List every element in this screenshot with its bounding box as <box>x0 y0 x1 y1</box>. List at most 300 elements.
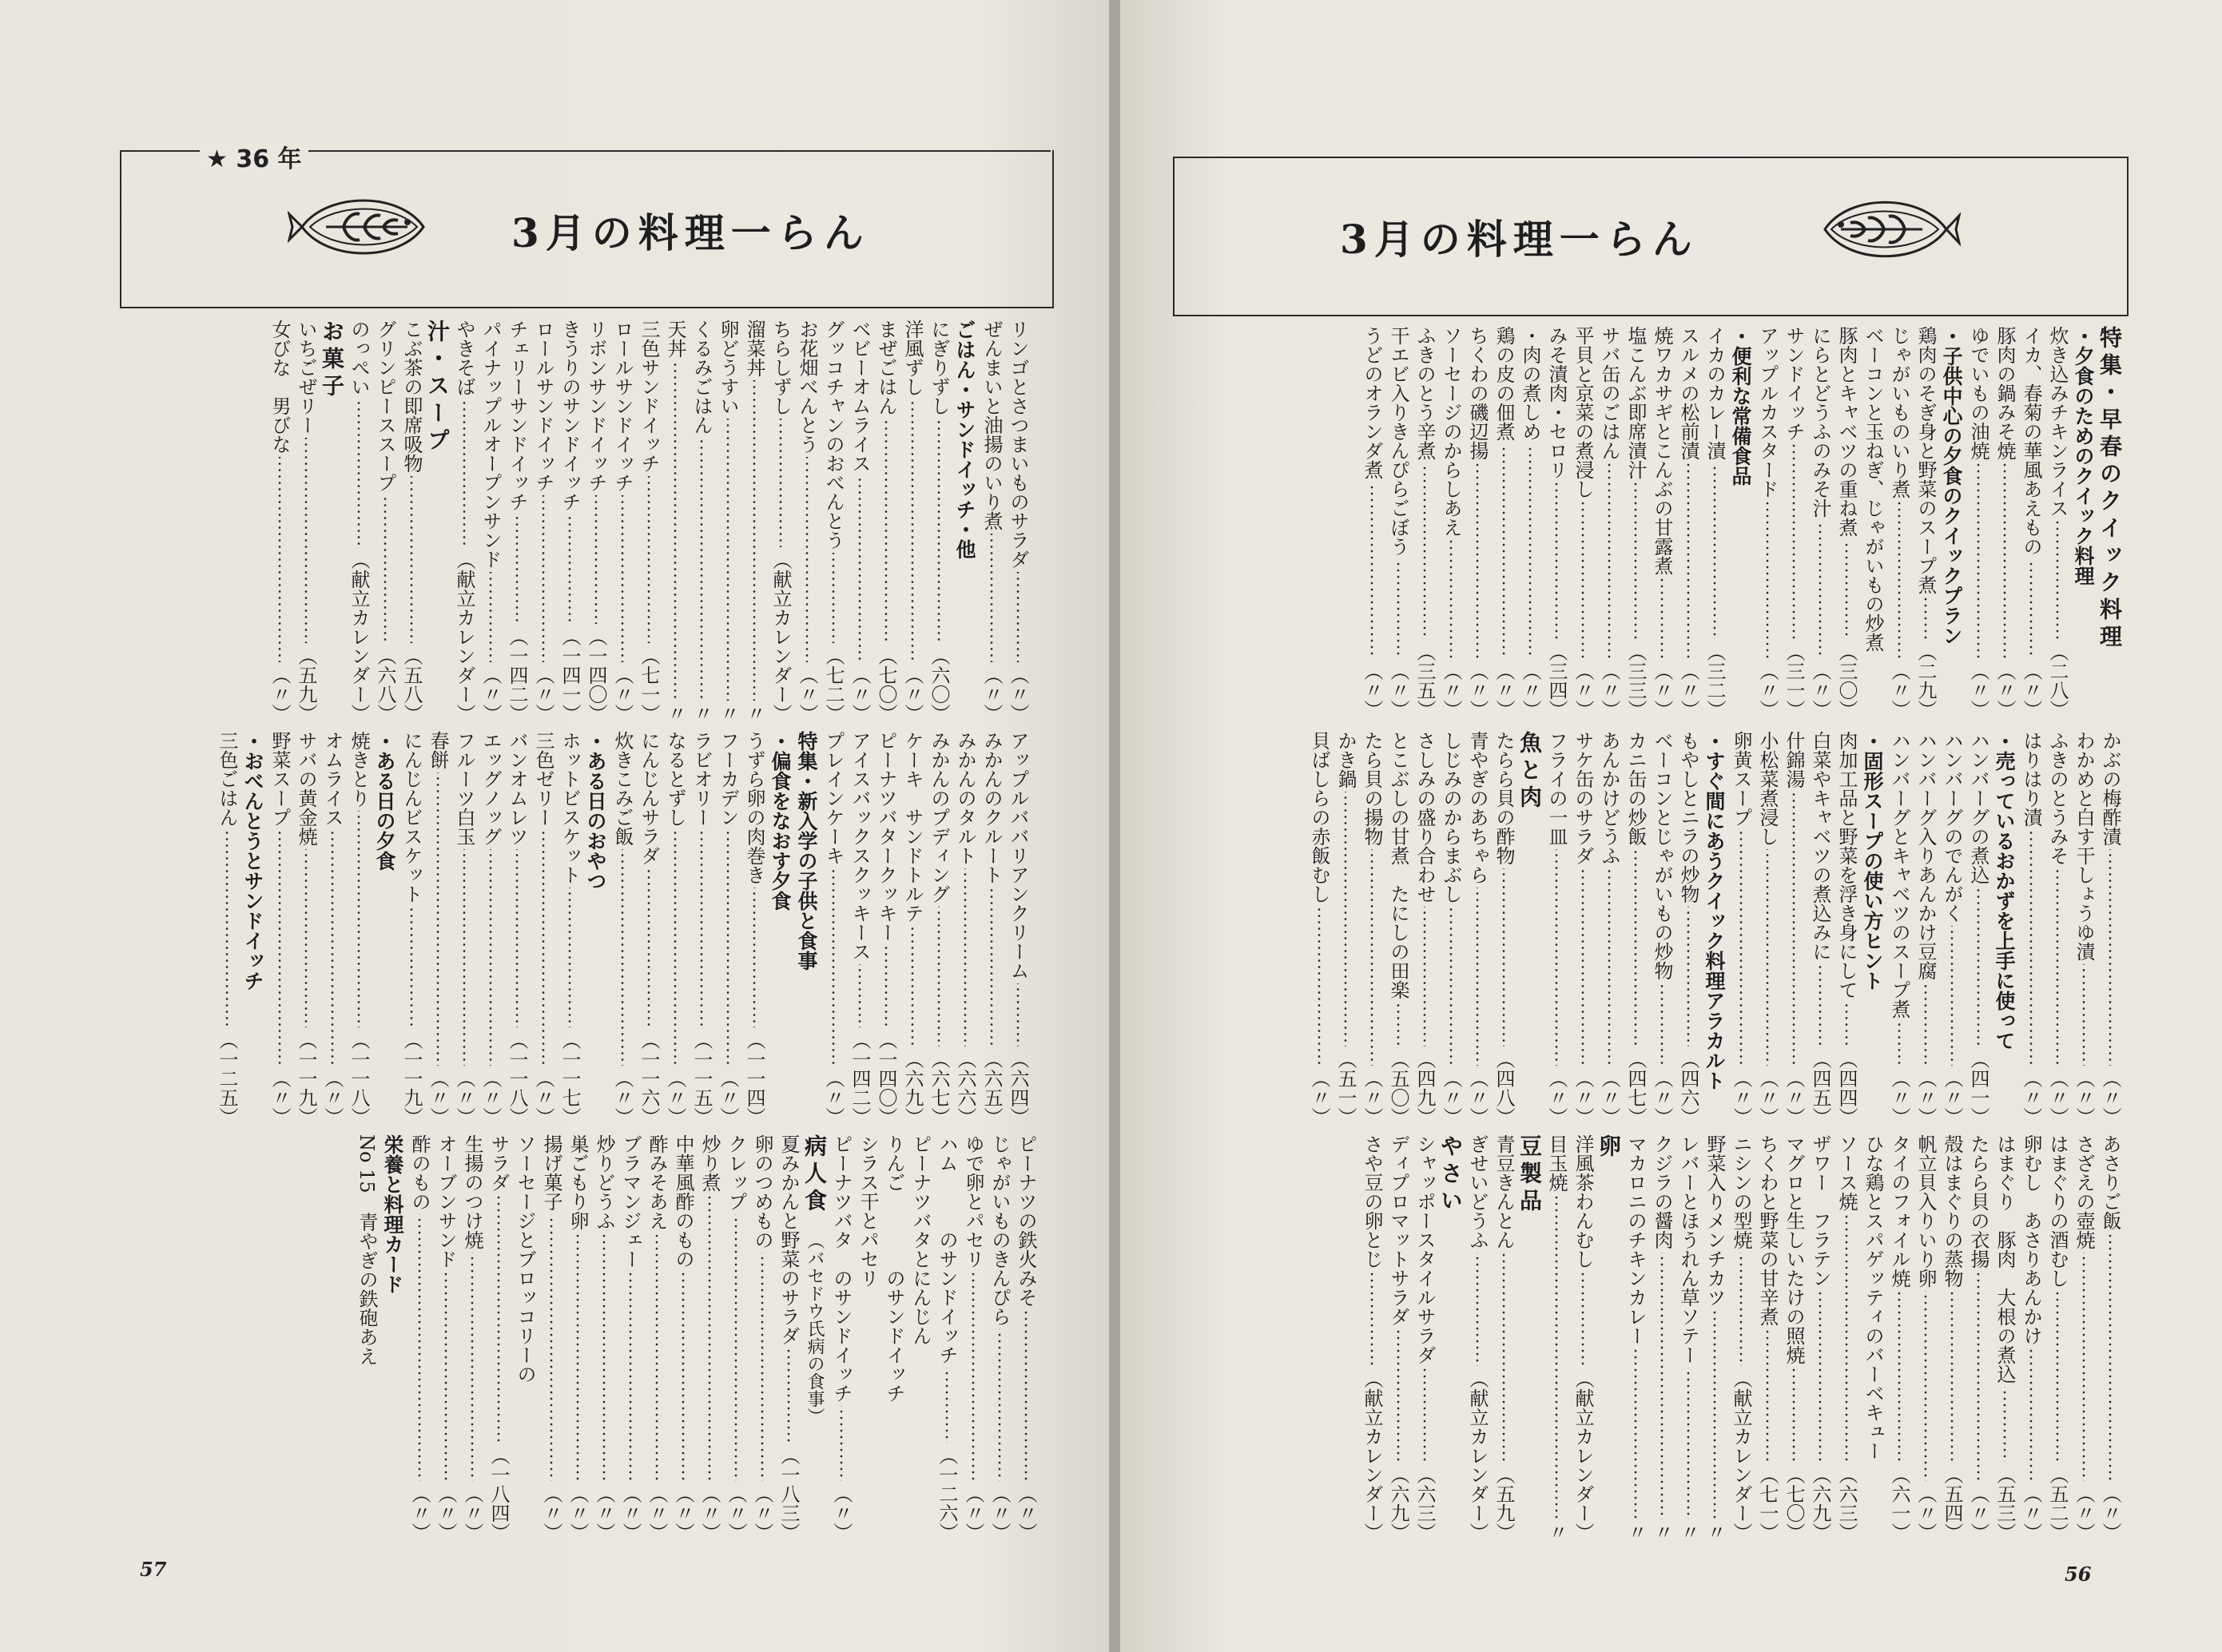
page-reference: （〃） <box>672 1484 694 1542</box>
toc-entry <box>1754 326 1780 719</box>
dot-leader <box>556 888 582 1027</box>
dot-leader <box>714 830 741 1066</box>
page-reference: （一二五） <box>216 1031 238 1126</box>
page-reference: （一一六） <box>638 1031 660 1126</box>
dot-leader <box>213 830 240 1027</box>
entry-title: 炒りどうふ <box>593 1134 615 1230</box>
page-reference: （一四二） <box>849 1031 871 1126</box>
toc-entry <box>1596 731 1622 1126</box>
page-reference: （〃） <box>461 1484 483 1542</box>
entry-title: ・売っているおかずを上手に使って <box>1993 731 2016 1050</box>
dot-leader <box>1490 868 1516 1046</box>
toc-entry <box>477 320 503 723</box>
page-reference: （五二） <box>2046 1465 2069 1542</box>
entry-title: みかんのプディング <box>928 731 950 903</box>
entry-title: ハンバーグとキャベツのスープ煮 <box>1888 731 1910 1019</box>
dot-leader <box>2017 559 2044 658</box>
dot-leader <box>1754 849 1780 1066</box>
dot-leader <box>2097 1233 2123 1481</box>
entry-title: 夏みかんと野菜のサラダ <box>777 1134 800 1345</box>
section-heading <box>1596 1134 1622 1542</box>
dot-leader <box>635 868 662 1027</box>
entry-title: こぶ茶の即席吸物 <box>400 320 423 473</box>
entry-title: ゆでいもの油焼 <box>1967 326 1989 460</box>
entry-title: エッグノッグ <box>479 731 502 846</box>
toc-entry <box>2017 1134 2044 1542</box>
dot-leader <box>820 868 846 1066</box>
toc-entry <box>2070 731 2097 1126</box>
toc-entry <box>1004 320 1031 723</box>
toc-entry <box>978 731 1004 1126</box>
page-reference: （五九） <box>295 646 317 723</box>
section-heading <box>1991 731 2017 1126</box>
toc-entry <box>1648 326 1675 719</box>
dot-leader <box>530 830 556 1066</box>
entry-title: はまぐり 豚肉 大根の煮込 <box>1993 1134 2016 1384</box>
entry-title: うどのオランダ煮 <box>1361 326 1383 479</box>
dot-leader <box>1886 1022 1912 1066</box>
page-reference: （〃） <box>646 1484 668 1542</box>
entry-title: お花畑べんとう <box>796 320 818 454</box>
toc-entry <box>1859 1134 1886 1542</box>
dot-leader <box>1490 1253 1516 1462</box>
page-reference: （三一） <box>1783 642 1805 719</box>
page-reference: （〃） <box>2020 1484 2042 1542</box>
section-heading <box>801 1134 828 1542</box>
toc-entry <box>1464 1134 1490 1542</box>
entry-title: 洋風ずし <box>901 320 924 396</box>
year-label: ★ 36 年 <box>200 139 308 174</box>
toc-column-top <box>1168 326 2123 719</box>
toc-entry <box>1385 731 1411 1126</box>
entry-title: フーカデン <box>717 731 739 827</box>
toc-entry <box>873 731 899 1126</box>
toc-entry <box>1938 731 1965 1126</box>
entry-title: ・夕食のためのクイック料理 <box>2072 326 2095 586</box>
section-heading <box>319 320 345 723</box>
entry-title: ピーナツバタとにんじん <box>909 1134 932 1345</box>
dot-leader <box>670 1272 696 1481</box>
entry-title: まぜごはん <box>875 320 897 415</box>
toc-entry <box>1622 1134 1648 1542</box>
dot-leader <box>503 514 530 624</box>
entry-title: ゆで卵とパセリ <box>962 1134 984 1269</box>
toc-entry <box>503 731 530 1126</box>
page-reference: （一四〇） <box>875 1031 897 1126</box>
toc-entry <box>1358 731 1385 1126</box>
entry-title: しじみのからまぶし <box>1440 731 1462 903</box>
entry-title: アイスバックスクッキース <box>849 731 871 961</box>
entry-title: マカロニのチキンカレー <box>1624 1134 1647 1345</box>
toc-entry <box>1859 326 1886 719</box>
page-reference: （献立カレンダー） <box>1572 1369 1594 1542</box>
entry-title: 溜菜丼 <box>743 320 765 377</box>
toc-entry <box>1411 731 1437 1126</box>
toc-entry <box>353 1134 380 1542</box>
page-reference: （〃） <box>1493 661 1515 719</box>
entry-title: ロールサンドイッチ <box>611 320 634 492</box>
page-reference: （三五） <box>1413 642 1436 719</box>
page-reference: （〃） <box>962 1484 984 1542</box>
entry-title: オムライス <box>321 731 344 827</box>
toc-entry <box>1385 326 1411 719</box>
page-reference: （〃） <box>435 1484 457 1542</box>
page-reference: （五四） <box>1941 1465 1963 1542</box>
toc-entry <box>1464 731 1490 1126</box>
toc-entry <box>530 320 556 723</box>
entry-title: クジラの醤肉 <box>1651 1134 1673 1249</box>
toc-entry <box>1437 731 1464 1126</box>
section-heading <box>1437 1134 1464 1542</box>
toc-entry <box>635 320 662 723</box>
entry-title: もやしとニラの炒物 <box>1677 731 1699 903</box>
dot-leader <box>2044 1291 2070 1462</box>
entry-title: うずら卵の肉巻き <box>743 731 765 884</box>
toc-entry <box>925 731 952 1126</box>
dot-leader <box>846 476 873 662</box>
dot-leader <box>1358 482 1385 658</box>
toc-entry <box>1754 731 1780 1126</box>
entry-title: 春餅 <box>427 731 449 769</box>
toc-entry <box>1543 326 1569 719</box>
page-reference: （〃） <box>1519 661 1541 719</box>
page-reference: （一一七） <box>558 1031 581 1126</box>
entry-title: ・ある日の夕食 <box>373 731 396 871</box>
page-reference: （一八四） <box>487 1446 510 1542</box>
dot-leader <box>1675 463 1701 658</box>
dot-leader <box>1780 1368 1807 1462</box>
page-reference: （献立カレンダー） <box>1361 1369 1383 1542</box>
dot-leader <box>1675 907 1701 1046</box>
dot-leader <box>960 1272 986 1481</box>
dot-leader <box>1807 521 1833 658</box>
dot-leader <box>1807 964 1833 1046</box>
toc-entry <box>741 731 767 1126</box>
page-reference: （四四） <box>1835 1050 1858 1126</box>
dot-leader <box>986 1329 1012 1481</box>
entry-title: ベーコンと玉ねぎ、じゃがいもの炒煮 <box>1862 326 1884 652</box>
dot-leader <box>1411 1368 1437 1462</box>
dot-leader <box>1543 482 1569 639</box>
entry-title: りんご のサンドイッチ <box>883 1134 905 1403</box>
dot-leader <box>477 849 503 1066</box>
entry-title: 卵どうすい <box>717 320 739 415</box>
toc-entry <box>775 1134 801 1542</box>
dot-leader <box>899 926 925 1046</box>
entry-title: 揚げ菓子 <box>540 1134 562 1211</box>
page-title: 3月の料理一らん <box>511 209 870 256</box>
entry-title: 鶏の皮の佃煮 <box>1493 326 1515 441</box>
toc-entry <box>530 731 556 1126</box>
dot-leader <box>1727 1253 1754 1366</box>
page-reference: （〃） <box>822 1069 845 1126</box>
page-reference: （七〇） <box>875 646 897 723</box>
entry-title: ホットビスケット <box>558 731 581 884</box>
toc-entry <box>741 320 767 723</box>
page-reference: （〃） <box>1783 1069 1805 1126</box>
toc-entry <box>1437 326 1464 719</box>
dot-leader <box>1385 1329 1411 1462</box>
page-reference: （〃） <box>479 665 502 723</box>
toc-entry <box>319 731 345 1126</box>
page-reference: （〃） <box>1007 665 1029 723</box>
toc-column-middle <box>128 731 1031 1126</box>
entry-title: ・偏食をなおす夕食 <box>769 731 792 911</box>
page-number: 56 <box>2065 1563 2092 1586</box>
toc-entry <box>345 731 372 1126</box>
toc-entry <box>1965 326 1991 719</box>
page-reference: 〃 <box>717 704 739 723</box>
section-heading <box>372 731 398 1126</box>
toc-entry <box>688 731 714 1126</box>
entry-title: マグロと生しいたけの照焼 <box>1783 1134 1805 1364</box>
page-reference: （二九） <box>1914 642 1937 719</box>
entry-title: パイナップルオープンサンド <box>479 320 502 569</box>
entry-title: 病人食 <box>801 1134 828 1216</box>
toc-entry <box>424 731 451 1126</box>
entry-title: ピーナツの鉄火みそ <box>1015 1134 1037 1307</box>
fish-icon <box>288 185 439 268</box>
entry-title: ちくわの磯辺揚 <box>1466 326 1489 460</box>
entry-title: スルメの松前漬 <box>1677 326 1699 460</box>
page-reference: 〃 <box>1624 1523 1647 1542</box>
dot-leader <box>1569 502 1596 658</box>
toc-entry <box>266 320 292 723</box>
dot-leader <box>1306 907 1332 1066</box>
page-reference: （六九） <box>1387 1465 1409 1542</box>
page-reference: （六一） <box>1888 1465 1910 1542</box>
dot-leader <box>1358 849 1385 1066</box>
toc-entry <box>1675 731 1701 1126</box>
toc-entry <box>1569 1134 1596 1542</box>
dot-leader <box>1437 907 1464 1066</box>
page-reference: （一四〇） <box>585 627 607 723</box>
dot-leader <box>609 495 635 662</box>
dot-leader <box>564 1233 590 1481</box>
entry-title: 三色ゼリー <box>532 731 555 827</box>
toc-entry <box>643 1134 670 1542</box>
dot-leader <box>722 1214 749 1481</box>
toc-entry <box>793 320 820 723</box>
page-reference: （〃） <box>901 665 924 723</box>
toc-entry <box>398 731 424 1126</box>
page-reference: （〃） <box>1677 661 1699 719</box>
entry-title: ・おべんとうとサンドイッチ <box>241 731 264 991</box>
entry-title: 野菜スープ <box>268 731 291 827</box>
entry-title: じゃがいものきんぴら <box>988 1134 1011 1326</box>
entry-title: ・肉の煮しめ <box>1519 326 1541 441</box>
dot-leader <box>2017 830 2044 1066</box>
toc-entry <box>1648 1134 1675 1542</box>
dot-leader <box>1780 444 1807 639</box>
toc-entry <box>907 1134 933 1542</box>
dot-leader <box>925 907 952 1046</box>
toc-entry <box>556 320 582 723</box>
dot-leader <box>662 830 688 1066</box>
entry-title: 卵むし あさりあんかけ <box>2020 1134 2042 1345</box>
dot-leader <box>952 868 978 1046</box>
entry-title: 塩こんぶ即席漬汁 <box>1624 326 1647 479</box>
dot-leader <box>617 1272 643 1481</box>
dot-leader <box>1965 888 1991 1046</box>
dot-leader <box>485 1195 511 1443</box>
dot-leader <box>714 419 741 701</box>
page-reference: （〃） <box>1967 1484 1989 1542</box>
dot-leader <box>1833 1003 1859 1046</box>
dot-leader <box>2070 1253 2097 1481</box>
section-heading <box>793 731 820 1126</box>
page-reference: （〃） <box>1440 1069 1462 1126</box>
dot-leader <box>1965 463 1991 658</box>
dot-leader <box>1938 1291 1965 1462</box>
toc-entry <box>2070 1134 2097 1542</box>
toc-entry <box>345 320 372 723</box>
section-heading <box>1516 1134 1543 1542</box>
entry-title: 帆立貝入りいり卵 <box>1914 1134 1937 1288</box>
page-reference: （〃） <box>849 665 871 723</box>
section-heading <box>1938 326 1965 719</box>
toc-column-bottom <box>1168 1134 2123 1542</box>
entry-title: アップルババリアンクリーム <box>1007 731 1029 980</box>
entry-title: 干エビ入りきんぴらごぼう <box>1387 326 1409 556</box>
dot-leader <box>1490 444 1516 658</box>
dot-leader <box>2017 1348 2044 1481</box>
page-reference: （〃） <box>268 1069 291 1126</box>
toc-entry <box>1912 1134 1938 1542</box>
dot-leader <box>1991 463 2017 658</box>
toc-entry <box>459 1134 485 1542</box>
dot-leader <box>451 849 477 1066</box>
entry-title: カニ缶の炒飯 <box>1624 731 1647 846</box>
section-heading <box>1701 731 1727 1126</box>
toc-entry <box>722 1134 749 1542</box>
dot-leader <box>1464 463 1490 658</box>
dot-leader <box>1886 1291 1912 1462</box>
toc-entry <box>854 1134 880 1542</box>
entry-title: ディプロマットサラダ <box>1387 1134 1409 1326</box>
page-reference: （一八三） <box>777 1446 800 1542</box>
page-reference: （〃） <box>1914 1069 1937 1126</box>
dot-leader <box>1411 463 1437 639</box>
dot-leader <box>2044 521 2070 639</box>
entry-title: ・固形スープの使い方ヒント <box>1861 731 1884 991</box>
page-reference: （〃） <box>611 1069 634 1126</box>
entry-title: シャッポースタイルサラダ <box>1413 1134 1436 1364</box>
entry-title: ロールサンドイッチ <box>532 320 555 492</box>
page-reference: （七二） <box>822 646 845 723</box>
page-reference: （〃） <box>479 1069 502 1126</box>
toc-entry <box>933 1134 960 1542</box>
toc-entry <box>899 731 925 1126</box>
page-reference: （三四） <box>1545 642 1568 719</box>
dot-leader <box>345 399 372 547</box>
dot-leader <box>1965 1272 1991 1481</box>
dot-leader <box>1622 482 1648 639</box>
page-reference: （〃） <box>698 1484 721 1542</box>
toc-entry <box>1938 1134 1965 1542</box>
toc-entry <box>1622 326 1648 719</box>
dot-leader <box>933 1368 960 1443</box>
entry-title: わかめと白す干しょうゆ漬 <box>2073 731 2095 961</box>
page-reference: （〃） <box>1466 661 1489 719</box>
entry-title: ごはん・サンドイッチ・他 <box>953 320 976 559</box>
toc-entry <box>1648 731 1675 1126</box>
dot-leader <box>688 830 714 1027</box>
dot-leader <box>846 964 873 1027</box>
dot-leader <box>688 438 714 701</box>
dot-leader <box>266 830 292 1066</box>
toc-entry <box>1306 731 1332 1126</box>
dot-leader <box>635 476 662 643</box>
toc-entry <box>1833 326 1859 719</box>
page-reference: （献立カレンダー） <box>348 550 370 723</box>
toc-entry <box>1701 326 1727 719</box>
toc-entry <box>1780 326 1807 719</box>
dot-leader <box>1622 1348 1648 1519</box>
page-reference: （〃） <box>1730 1069 1752 1126</box>
page-reference: （二八） <box>2046 642 2069 719</box>
section-heading <box>767 731 793 1126</box>
entry-title: ラビオリー <box>690 731 713 827</box>
entry-title: 目玉焼 <box>1545 1134 1568 1192</box>
toc-entry <box>1358 326 1385 719</box>
entry-title: 栄養と料理カード <box>381 1134 404 1294</box>
entry-title: ピーナツバタ のサンドイッチ <box>830 1134 853 1403</box>
dot-leader <box>1004 572 1031 662</box>
dot-leader <box>1012 1310 1039 1481</box>
entry-title: サラダ <box>487 1134 510 1192</box>
page-reference: （一一四） <box>743 1031 765 1126</box>
toc-entry <box>1701 1134 1727 1542</box>
entry-title: ちくわと野菜の甘辛煮 <box>1756 1134 1779 1326</box>
dot-leader <box>793 457 820 662</box>
toc-entry <box>1543 1134 1569 1542</box>
dot-leader <box>590 1233 617 1481</box>
toc-entry <box>1490 1134 1516 1542</box>
dot-leader <box>406 1214 432 1481</box>
page-reference: （五三） <box>1993 1465 2016 1542</box>
toc-entry <box>1358 1134 1385 1542</box>
page-reference: （六五） <box>980 1050 1003 1126</box>
page-reference: （四九） <box>1413 1050 1436 1126</box>
page-reference: （五九） <box>1493 1465 1515 1542</box>
page-reference: （〃） <box>751 1484 773 1542</box>
page-reference: （〃） <box>988 1484 1011 1542</box>
toc-entry <box>1991 326 2017 719</box>
entry-title: みかんのタルト <box>954 731 976 865</box>
entry-title: 卵 <box>1596 1134 1622 1162</box>
dot-leader <box>1596 463 1622 658</box>
toc-entry <box>1569 731 1596 1126</box>
toc-entry <box>451 320 477 723</box>
toc-entry <box>749 1134 775 1542</box>
dot-leader <box>1912 598 1938 639</box>
toc-entry <box>978 320 1004 723</box>
toc-entry <box>899 320 925 723</box>
entry-title: フライの一皿 <box>1545 731 1568 846</box>
dot-leader <box>530 495 556 662</box>
toc-entry <box>398 320 424 723</box>
entry-title: フルーツ白玉 <box>453 731 475 846</box>
toc-entry <box>1965 731 1991 1126</box>
toc-entry <box>2097 731 2123 1126</box>
page-title: 3月の料理一らん <box>1340 216 1699 263</box>
dot-leader <box>1912 1291 1938 1481</box>
page-reference: （〃） <box>1387 661 1409 719</box>
dot-leader <box>292 849 319 1027</box>
toc-entry <box>1622 731 1648 1126</box>
entry-title: ベーコンとじゃがいもの炒物 <box>1651 731 1673 980</box>
